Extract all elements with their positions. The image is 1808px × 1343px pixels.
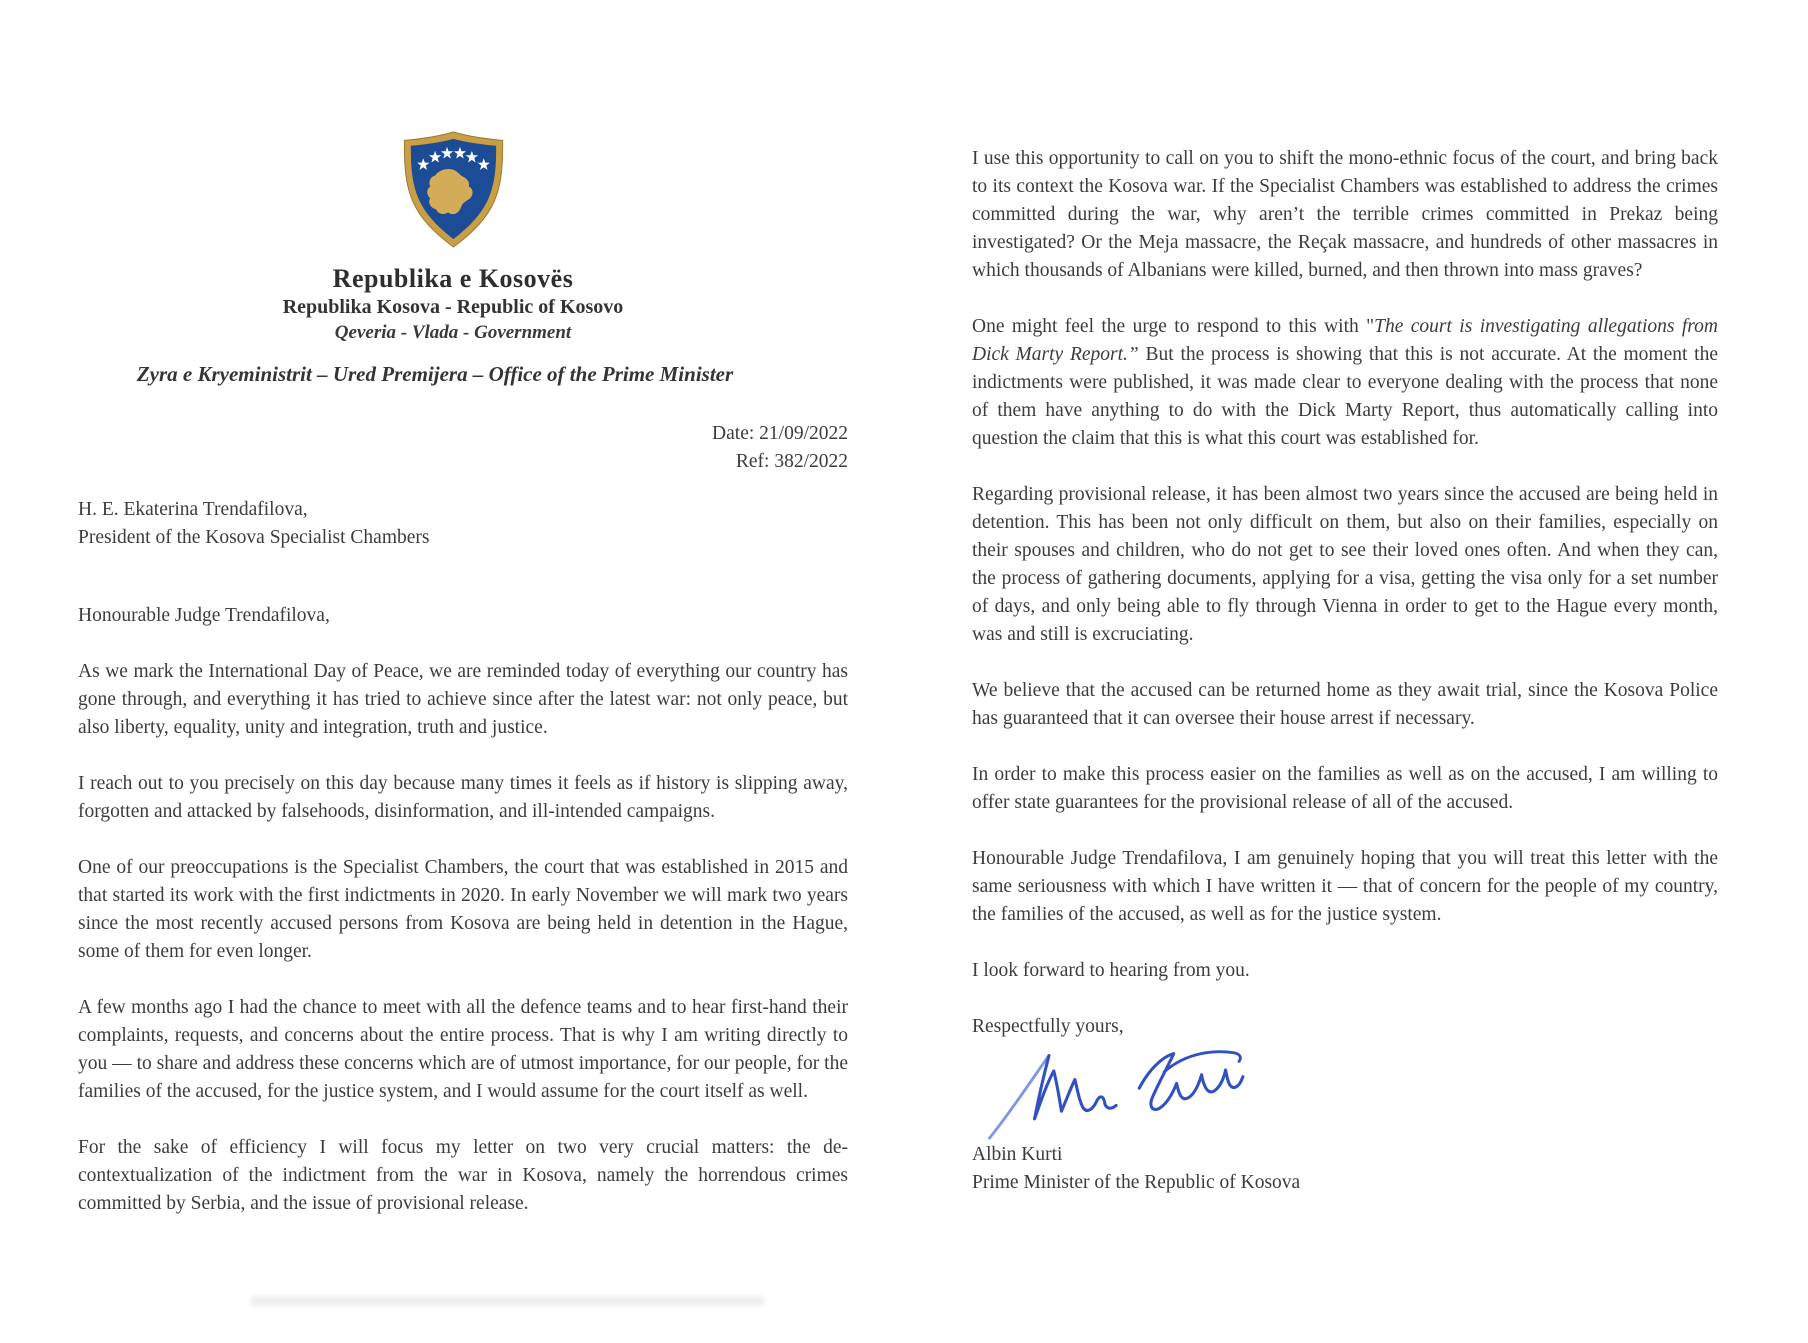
paragraph: As we mark the International Day of Peace, we are reminded today of everything our country has gone through, and everything it has tried to achieve since after the latest war: not only peace, but also liberty, equality, unity and integration, truth and justice. xyxy=(78,661,848,738)
paragraph: I look forward to hearing from you. xyxy=(972,960,1250,981)
paragraph: Honourable Judge Trendafilova, I am genuinely hoping that you will treat this letter with the same seriousness with which I have written it — that of concern for the people of my country, the families of the accused, as well as for the justice system. xyxy=(972,848,1718,925)
paragraph: In order to make this process easier on the families as well as on the accused, I am willing to offer state guarantees for the provisional release of all of the accused. xyxy=(972,764,1718,813)
date-line: Date: 21/09/2022 xyxy=(712,423,848,444)
paragraph: One of our preoccupations is the Specialist Chambers, the court that was established in 2015 and that started its work with the first indictments in 2020. In early November we will mark two years since the most recently accused persons from Kosova are being held in detention in the Hague, some of them for even longer. xyxy=(78,857,848,962)
page-1 xyxy=(78,0,848,1246)
letterhead-government-line: Qeveria - Vlada - Government xyxy=(334,322,572,343)
valediction: Respectfully yours, xyxy=(972,1016,1124,1037)
handwritten-signature-icon xyxy=(980,1045,1260,1141)
paragraph: I reach out to you precisely on this day because many times it feels as if history is slipping away, forgotten and attacked by falsehoods, disinformation, and ill-intended campaigns. xyxy=(78,773,848,822)
scan-smudge-artifact xyxy=(250,1296,765,1306)
date-ref-block xyxy=(78,420,848,476)
letterhead-title: Republika e Kosovës xyxy=(332,264,574,293)
paragraph: Regarding provisional release, it has been almost two years since the accused are being held in detention. This has been not only difficult on them, but also on their families, especially on their spouses and children, who do not get to see their loved ones often. And when they can, the process of gathering documents, applying for a visa, getting the visa only for a set number of days, and only being able to fly through Vienna in order to get to the Hague every month, was and still is excruciating. xyxy=(972,484,1718,645)
salutation: Honourable Judge Trendafilova, xyxy=(78,605,330,626)
ref-line: Ref: 382/2022 xyxy=(735,451,848,472)
paragraph: We believe that the accused can be returned home as they await trial, since the Kosova Police has guaranteed that it can oversee their house arrest if necessary. xyxy=(972,680,1718,729)
recipient-block xyxy=(78,496,848,552)
paragraph: One might feel the urge to respond to this with "The court is investigating allegations from Dick Marty Report.” But the process is showing that this is not accurate. At the moment the indictments were published, it was made clear to everyone dealing with the process that none of them have anything to do with the Dick Marty Report, thus automatically calling into question the claim that this is what this court was established for. xyxy=(972,316,1718,449)
letterhead xyxy=(68,130,838,346)
letterhead-subtitle: Republika Kosova - Republic of Kosovo xyxy=(282,296,624,318)
signer-title: Prime Minister of the Republic of Kosova xyxy=(972,1172,1301,1193)
paragraph: For the sake of efficiency I will focus my letter on two very crucial matters: the de-contextualization of the indictment from the war in Kosova, namely the horrendous crimes committed by Serbia, and the issue of provisional release. xyxy=(78,1137,848,1214)
recipient-name: H. E. Ekaterina Trendafilova, xyxy=(78,499,308,520)
letter-body-page-2 xyxy=(972,145,1718,985)
letter-body-page-1 xyxy=(78,658,848,1218)
office-of-prime-minister-line: Zyra e Kryeministrit – Ured Premijera – Office of the Prime Minister xyxy=(136,362,734,386)
kosovo-coat-of-arms-icon xyxy=(400,130,507,250)
page-2 xyxy=(972,0,1718,1197)
recipient-title: President of the Kosova Specialist Chambers xyxy=(78,527,430,548)
signer-name: Albin Kurti xyxy=(972,1144,1063,1165)
paragraph: I use this opportunity to call on you to shift the mono-ethnic focus of the court, and bring back to its context the Kosova war. If the Specialist Chambers was established to address the crimes committed during the war, why aren’t the terrible crimes committed in Prekaz being investigated? Or the Meja massacre, the Reçak massacre, and hundreds of other massacres in which thousands of Albanians were killed, burned, and then thrown into mass graves? xyxy=(972,148,1718,281)
paragraph: A few months ago I had the chance to meet with all the defence teams and to hear first-hand their complaints, requests, and concerns about the entire process. That is why I am writing directly to you — to share and address these concerns which are of utmost importance, for our people, for the families of the accused, for the justice system, and I would assume for the court itself as well. xyxy=(78,997,848,1102)
